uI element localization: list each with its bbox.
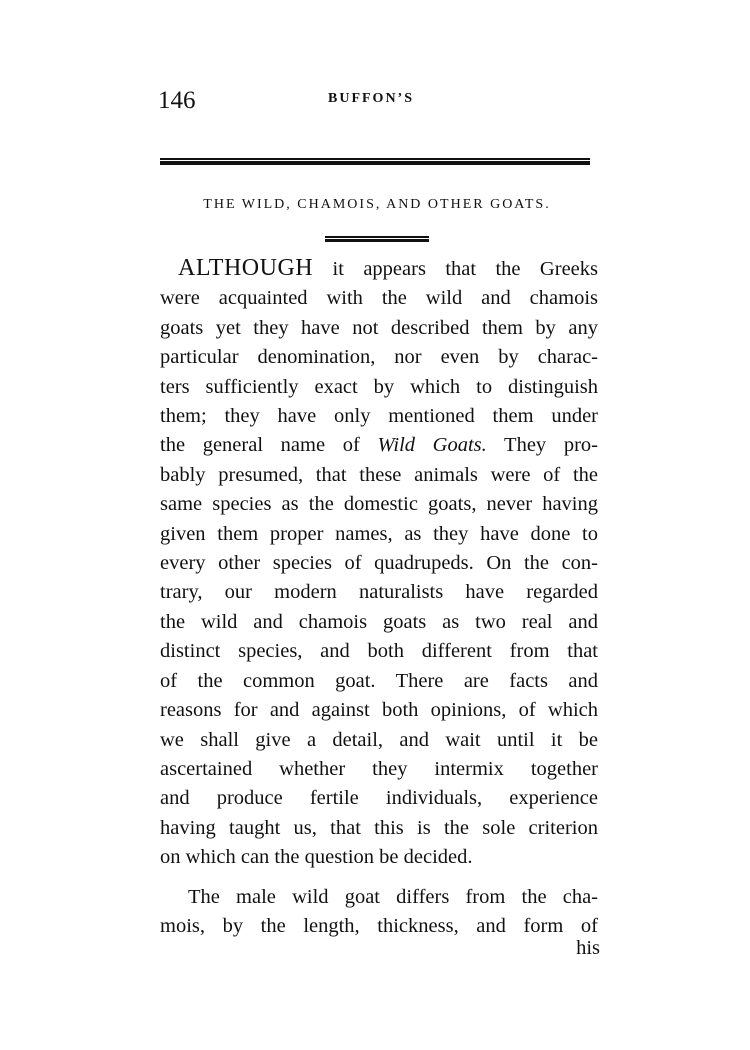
text-line: we shall give a detail, and wait until it be bbox=[160, 728, 598, 751]
page-number: 146 bbox=[158, 87, 196, 114]
text-span: it appears that the Greeks bbox=[313, 258, 598, 280]
text-line: on which can the question be decided. bbox=[160, 846, 473, 869]
text-line bbox=[160, 254, 598, 284]
text-line: given them proper names, as they have done to bbox=[160, 522, 598, 545]
text-line: having taught us, that this is the sole criterion bbox=[160, 816, 598, 839]
text-line: and produce fertile individuals, experience bbox=[160, 787, 598, 810]
text-line: the wild and chamois goats as two real and bbox=[160, 610, 598, 633]
text-line: ascertained whether they intermix together bbox=[160, 757, 598, 780]
running-head bbox=[158, 86, 596, 120]
lead-word: ALTHOUGH bbox=[178, 255, 314, 281]
text-line: them; they have only mentioned them under bbox=[160, 405, 598, 428]
section-rule bbox=[325, 236, 429, 242]
text-line: ters sufficiently exact by which to distinguish bbox=[160, 375, 598, 398]
catchword: his bbox=[576, 937, 600, 959]
text-line: trary, our modern naturalists have regarded bbox=[160, 581, 598, 604]
header-rule bbox=[160, 158, 590, 165]
italic-term: Wild Goats. bbox=[377, 434, 487, 457]
text-line: every other species of quadrupeds. On the con- bbox=[160, 552, 598, 575]
text-line: of the common goat. There are facts and bbox=[160, 669, 598, 692]
section-title: THE WILD, CHAMOIS, AND OTHER GOATS. bbox=[203, 197, 551, 212]
text-line: distinct species, and both different from that bbox=[160, 640, 598, 663]
body-text bbox=[160, 254, 598, 941]
text-line: The male wild goat differs from the cha- bbox=[188, 885, 598, 908]
text-line: same species as the domestic goats, never having bbox=[160, 493, 598, 516]
text-line: were acquainted with the wild and chamois bbox=[160, 287, 598, 310]
text-span: the general name of bbox=[160, 434, 378, 457]
text-line bbox=[160, 431, 598, 460]
text-line: reasons for and against both opinions, of which bbox=[160, 699, 598, 722]
running-title: BUFFON’S bbox=[328, 91, 414, 106]
paragraph bbox=[160, 254, 598, 873]
text-line: bably presumed, that these animals were of the bbox=[160, 463, 598, 486]
text-line: mois, by the length, thickness, and form of bbox=[160, 914, 598, 937]
paragraph bbox=[160, 883, 598, 942]
text-line: goats yet they have not described them by any bbox=[160, 316, 598, 339]
text-span: They pro- bbox=[486, 434, 598, 457]
text-line: particular denomination, nor even by charac- bbox=[160, 346, 598, 369]
